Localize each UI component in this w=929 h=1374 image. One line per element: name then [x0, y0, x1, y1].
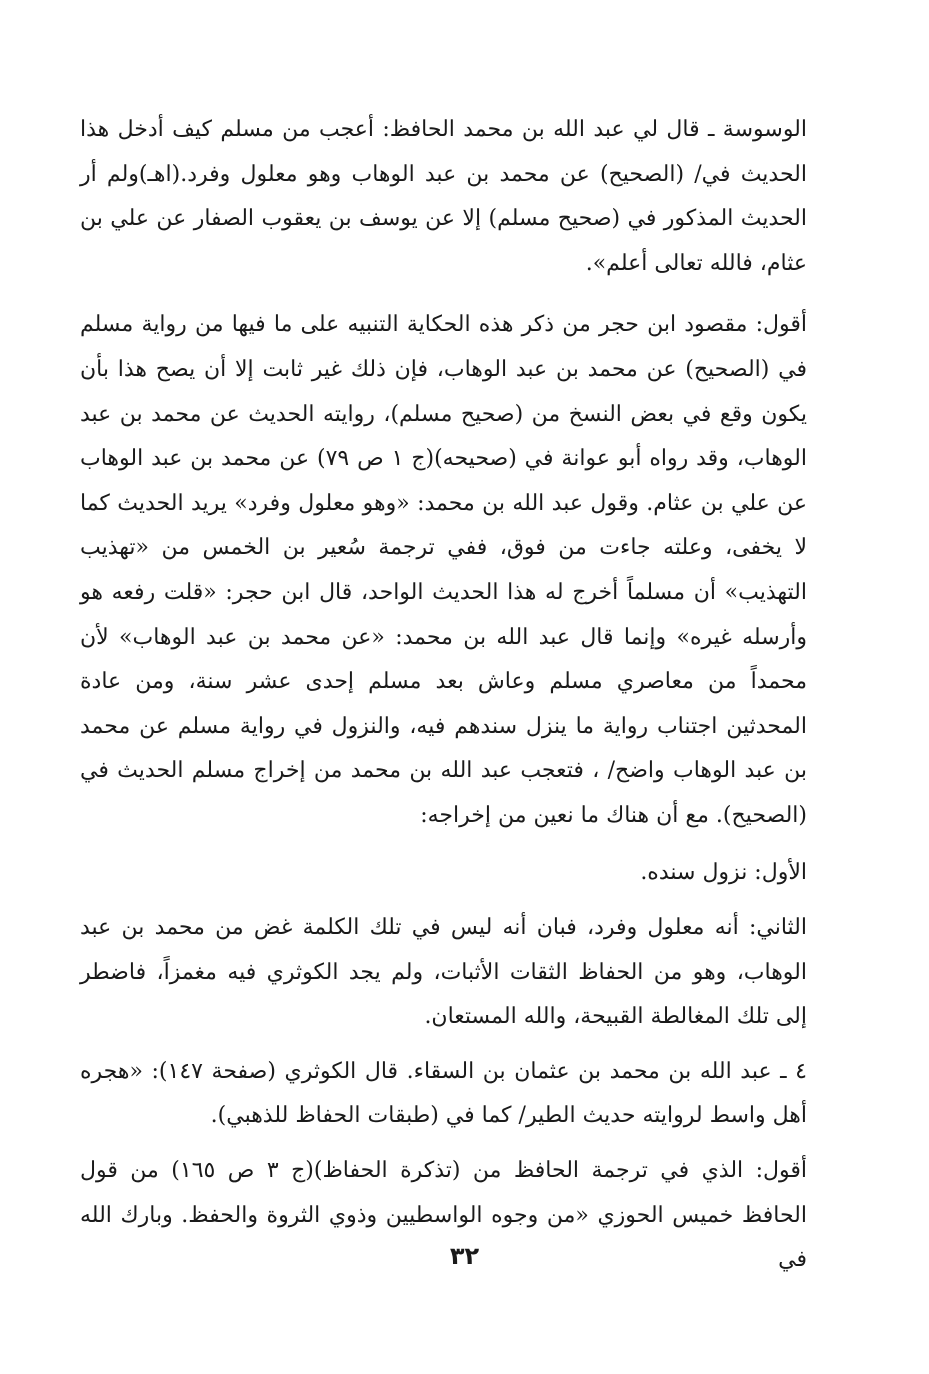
- page-body: [80, 108, 807, 1283]
- page-number: ٣٢: [449, 1242, 480, 1270]
- paragraph-6: أقول: الذي في ترجمة الحافظ من (تذكرة الحفاظ)(ج ٣ ص ١٦٥) من قول الحافظ خميس الحوزي «من وجوه الواسطيين وذوي الثروة والحفظ. وبارك الله في: [80, 1158, 807, 1273]
- paragraph-2: أقول: مقصود ابن حجر من ذكر هذه الحكاية التنبيه على ما فيها من رواية مسلم في (الصحيح) عن محمد بن عبد الوهاب، فإن ذلك غير ثابت إلا أن يصح هذا بأن يكون وقع في بعض النسخ من (صحيح مسلم)، روايته الحديث عن محمد بن عبد الوهاب، وقد رواه أبو عوانة في (صحيحه)(ج ١ ص ٧٩) عن محمد بن عبد الوهاب عن علي بن عثام. وقول عبد الله بن محمد: «وهو معلول وفرد» يريد الحديث كما لا يخفى، وعلته جاءت من فوق، ففي ترجمة سُعير بن الخمس من «تهذيب التهذيب» أن مسلماً أخرج له هذا الحديث الواحد، قال ابن حجر: «قلت رفعه هو وأرسله غيره» وإنما قال عبد الله بن محمد: «عن محمد بن عبد الوهاب» لأن محمداً من معاصري مسلم وعاش بعد مسلم إحدى عشر سنة، ومن عادة المحدثين اجتناب رواية ما ينزل سندهم فيه، والنزول في رواية مسلم عن محمد بن عبد الوهاب واضح/ ، فتعجب عبد الله بن محمد من إخراج مسلم الحديث في (الصحيح). مع أن هناك ما نعين من إخراجه:: [80, 312, 807, 828]
- paragraph-1: الوسوسة ـ قال لي عبد الله بن محمد الحافظ: أعجب من مسلم كيف أدخل هذا الحديث في/ (الصحيح) عن محمد بن عبد الوهاب وهو معلول وفرد.(اهـ)ولم أر الحديث المذكور في (صحيح مسلم) إلا عن يوسف بن يعقوب الصفار عن علي بن عثام، فالله تعالى أعلم».: [80, 117, 807, 276]
- paragraph-3: الأول: نزول سنده.: [640, 859, 807, 885]
- paragraph-4: الثاني: أنه معلول وفرد، فبان أنه ليس في تلك الكلمة غض من محمد بن عبد الوهاب، وهو من الحفاظ الثقات الأثبات، ولم يجد الكوثري فيه مغمزاً، فاضطر إلى تلك المغالطة القبيحة، والله المستعان.: [80, 915, 807, 1030]
- paragraph-5: ٤ ـ عبد الله بن محمد بن عثمان بن السقاء. قال الكوثري (صفحة ١٤٧): «هجره أهل واسط لروايته حديث الطير/ كما في (طبقات الحفاظ للذهبي).: [80, 1058, 807, 1129]
